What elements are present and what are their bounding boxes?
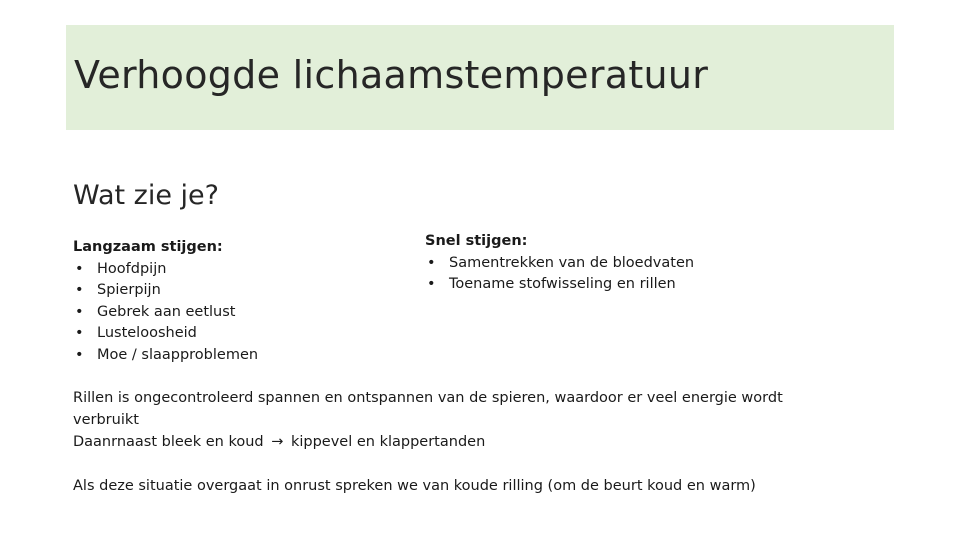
slow-rise-column [73, 237, 258, 366]
chills-detail-text: (om de beurt koud en warm) [547, 478, 756, 494]
section-heading: Wat zie je? [73, 180, 219, 211]
goosebumps-text: kippevel en klappertanden [290, 434, 486, 450]
paragraph-pale-cold [73, 431, 813, 453]
chills-intro-text: Als deze situatie overgaat in onrust spreken we van [73, 478, 450, 494]
page-title: Verhoogde lichaamstemperatuur [74, 53, 709, 97]
slow-rise-heading: Langzaam stijgen: [73, 239, 223, 255]
pale-cold-text: Daanrnaast bleek en koud [73, 434, 264, 450]
paragraph-shivering: Rillen is ongecontroleerd spannen en ontspannen van de spieren, waardoor er veel energie wordt verbruikt [73, 390, 783, 428]
shivering-explanation [73, 387, 813, 453]
list-item: • Hoofdpijn [73, 259, 258, 281]
list-item: • Toename stofwisseling en rillen [425, 274, 694, 296]
fast-rise-column [425, 231, 694, 296]
list-item: • Gebrek aan eetlust [73, 302, 258, 324]
chills-term: koude rilling [453, 478, 543, 494]
title-banner [66, 25, 894, 130]
arrow-right-icon: → [271, 434, 284, 450]
list-item: • Samentrekken van de bloedvaten [425, 253, 694, 275]
paragraph-chills [73, 475, 813, 497]
list-item: • Moe / slaapproblemen [73, 345, 258, 367]
fast-rise-heading: Snel stijgen: [425, 233, 528, 249]
list-item: • Spierpijn [73, 280, 258, 302]
list-item: • Lusteloosheid [73, 323, 258, 345]
slow-rise-list [73, 259, 258, 367]
fast-rise-list [425, 253, 694, 296]
